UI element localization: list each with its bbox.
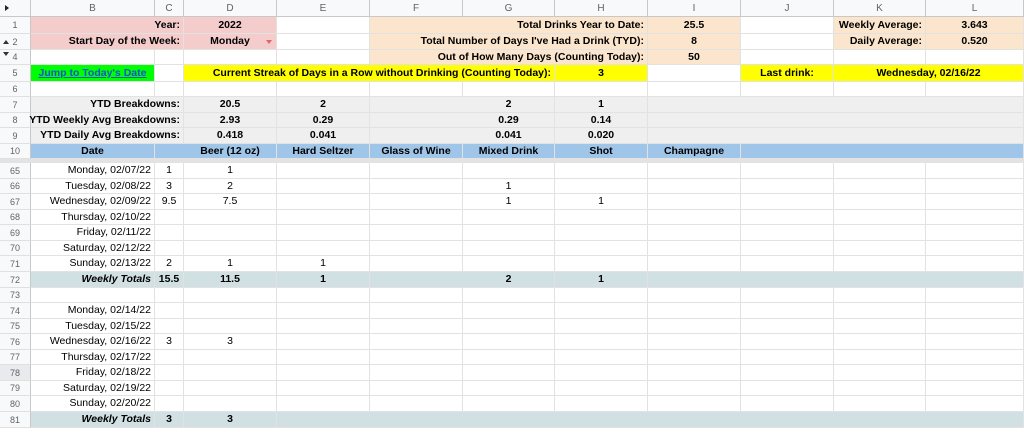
- cell-value-b68: Thursday, 02/10/22: [31, 210, 155, 225]
- cell-c74[interactable]: [155, 303, 184, 319]
- cell-e76[interactable]: [277, 334, 370, 350]
- cell-f75[interactable]: [370, 319, 463, 334]
- cell-f65[interactable]: [370, 163, 463, 179]
- cell-value-b8: YTD Weekly Avg Breakdowns:: [31, 113, 184, 128]
- column-header-f[interactable]: F: [370, 0, 463, 17]
- cell-k73[interactable]: [834, 288, 926, 303]
- cell-c75[interactable]: [155, 319, 184, 334]
- cell-i68[interactable]: [648, 210, 741, 225]
- cell-j80[interactable]: [741, 396, 834, 412]
- cell-k71[interactable]: [834, 256, 926, 272]
- cell-k76[interactable]: [834, 334, 926, 350]
- cell-e73[interactable]: [277, 288, 370, 303]
- cell-e79[interactable]: [277, 381, 370, 396]
- cell-g78[interactable]: [463, 365, 555, 381]
- column-header-h[interactable]: H: [555, 0, 648, 17]
- cell-f68[interactable]: [370, 210, 463, 225]
- cell-c73[interactable]: [155, 288, 184, 303]
- cell-h68[interactable]: [555, 210, 648, 225]
- cell-h70[interactable]: [555, 241, 648, 256]
- cell-g65[interactable]: [463, 163, 555, 179]
- cell-value-f2: Total Number of Days I've Had a Drink (TYD):: [370, 34, 648, 50]
- cell-f67[interactable]: [370, 194, 463, 210]
- cell-i76[interactable]: [648, 334, 741, 350]
- cell-value-h7: 1: [555, 97, 648, 113]
- cell-i70[interactable]: [648, 241, 741, 256]
- cell-value-e71: 1: [277, 256, 370, 272]
- cell-value-f10: Glass of Wine: [370, 144, 463, 159]
- cell-e2[interactable]: [277, 34, 370, 50]
- cell-l4[interactable]: [926, 50, 1024, 65]
- cell-d74[interactable]: [184, 303, 277, 319]
- cell-d77[interactable]: [184, 350, 277, 365]
- jump-to-today-link[interactable]: [31, 65, 155, 82]
- cell-value-b9: YTD Daily Avg Breakdowns:: [31, 128, 184, 144]
- cell-k79[interactable]: [834, 381, 926, 396]
- row-header-68[interactable]: 68: [0, 210, 31, 225]
- cell-value-b77: Thursday, 02/17/22: [31, 350, 155, 365]
- cell-value-d10: Beer (12 oz): [184, 144, 277, 159]
- row-header-78[interactable]: 78: [0, 365, 31, 381]
- cell-value-k2: Daily Average:: [834, 34, 926, 50]
- cell-j76[interactable]: [741, 334, 834, 350]
- column-header-j[interactable]: J: [741, 0, 834, 17]
- cell-c6[interactable]: [155, 82, 184, 97]
- cell-value-d7: 20.5: [184, 97, 277, 113]
- cell-h75[interactable]: [555, 319, 648, 334]
- cell-value-f1: Total Drinks Year to Date:: [370, 17, 648, 34]
- cell-i66[interactable]: [648, 179, 741, 194]
- cell-value-d81: 3: [184, 412, 277, 428]
- row-header-76[interactable]: 76: [0, 334, 31, 350]
- cell-value-e9: 0.041: [277, 128, 370, 144]
- cell-d70[interactable]: [184, 241, 277, 256]
- cell-j65[interactable]: [741, 163, 834, 179]
- cell-value-g67: 1: [463, 194, 555, 210]
- cell-f71[interactable]: [370, 256, 463, 272]
- start-day-dropdown[interactable]: Monday: [184, 34, 277, 50]
- cell-value-k5: Wednesday, 02/16/22: [834, 65, 1024, 82]
- row-header-65[interactable]: 65: [0, 163, 31, 179]
- cell-e77[interactable]: [277, 350, 370, 365]
- row-header-4[interactable]: 4: [0, 50, 31, 65]
- cell-j74[interactable]: [741, 303, 834, 319]
- row-header-79[interactable]: 79: [0, 381, 31, 396]
- row-header-81[interactable]: 81: [0, 412, 31, 428]
- cell-b73[interactable]: [31, 288, 155, 303]
- cell-e65[interactable]: [277, 163, 370, 179]
- cell-g73[interactable]: [463, 288, 555, 303]
- cell-k66[interactable]: [834, 179, 926, 194]
- cell-h66[interactable]: [555, 179, 648, 194]
- cell-value-e72: 1: [277, 272, 370, 288]
- cell-value-d9: 0.418: [184, 128, 277, 144]
- cell-c69[interactable]: [155, 225, 184, 241]
- corner-triangle-icon: [5, 5, 9, 11]
- cell-value-b66: Tuesday, 02/08/22: [31, 179, 155, 194]
- cell-value-e8: 0.29: [277, 113, 370, 128]
- cell-i79[interactable]: [648, 381, 741, 396]
- jump-link-text[interactable]: Jump to Today's Date: [38, 66, 147, 79]
- cell-value-b10: Date: [31, 144, 155, 159]
- cell-d80[interactable]: [184, 396, 277, 412]
- cell-e69[interactable]: [277, 225, 370, 241]
- cell-d78[interactable]: [184, 365, 277, 381]
- cell-value-d5: Current Streak of Days in a Row without Drinking (Counting Today):: [184, 65, 555, 82]
- cell-f79[interactable]: [370, 381, 463, 396]
- cell-l80[interactable]: [926, 396, 1024, 412]
- cell-value-h10: Shot: [555, 144, 648, 159]
- cell-e74[interactable]: [277, 303, 370, 319]
- cell-j71[interactable]: [741, 256, 834, 272]
- cell-value-g7: 2: [463, 97, 555, 113]
- expand-up-icon[interactable]: [3, 40, 9, 44]
- cell-value-d76: 3: [184, 334, 277, 350]
- cell-value-c67: 9.5: [155, 194, 184, 210]
- cell-l73[interactable]: [926, 288, 1024, 303]
- cell-j75[interactable]: [741, 319, 834, 334]
- row-header-66[interactable]: 66: [0, 179, 31, 194]
- cell-k6[interactable]: [834, 82, 926, 97]
- select-all-corner[interactable]: [0, 0, 31, 17]
- cell-d79[interactable]: [184, 381, 277, 396]
- cell-i73[interactable]: [648, 288, 741, 303]
- cell-value-b72: Weekly Totals: [31, 272, 155, 288]
- row-header-9[interactable]: 9: [0, 128, 31, 144]
- cell-f77[interactable]: [370, 350, 463, 365]
- cell-g79[interactable]: [463, 381, 555, 396]
- cell-l75[interactable]: [926, 319, 1024, 334]
- row-header-6[interactable]: 6: [0, 82, 31, 97]
- cell-l77[interactable]: [926, 350, 1024, 365]
- cell-value-c71: 2: [155, 256, 184, 272]
- cell-h77[interactable]: [555, 350, 648, 365]
- cell-value-l2: 0.520: [926, 34, 1024, 50]
- cell-d75[interactable]: [184, 319, 277, 334]
- cell-value-c72: 15.5: [155, 272, 184, 288]
- cell-j66[interactable]: [741, 179, 834, 194]
- cell-e1[interactable]: [277, 17, 370, 34]
- cell-value-j5: Last drink:: [741, 65, 834, 82]
- column-header-g[interactable]: G: [463, 0, 555, 17]
- row-header-67[interactable]: 67: [0, 194, 31, 210]
- cell-value-b70: Saturday, 02/12/22: [31, 241, 155, 256]
- cell-value-b74: Monday, 02/14/22: [31, 303, 155, 319]
- cell-i67[interactable]: [648, 194, 741, 210]
- cell-j6[interactable]: [741, 82, 834, 97]
- cell-d68[interactable]: [184, 210, 277, 225]
- row-header-77[interactable]: 77: [0, 350, 31, 365]
- row-header-72[interactable]: 72: [0, 272, 31, 288]
- cell-l74[interactable]: [926, 303, 1024, 319]
- row-header-74[interactable]: 74: [0, 303, 31, 319]
- row-header-80[interactable]: 80: [0, 396, 31, 412]
- cell-h69[interactable]: [555, 225, 648, 241]
- cell-f80[interactable]: [370, 396, 463, 412]
- cell-j77[interactable]: [741, 350, 834, 365]
- cell-value-c76: 3: [155, 334, 184, 350]
- cell-value-g66: 1: [463, 179, 555, 194]
- cell-e78[interactable]: [277, 365, 370, 381]
- cell-c78[interactable]: [155, 365, 184, 381]
- cell-e75[interactable]: [277, 319, 370, 334]
- cell-f76[interactable]: [370, 334, 463, 350]
- cell-value-d72: 11.5: [184, 272, 277, 288]
- cell-l70[interactable]: [926, 241, 1024, 256]
- cell-g75[interactable]: [463, 319, 555, 334]
- cell-l79[interactable]: [926, 381, 1024, 396]
- cell-i6[interactable]: [648, 82, 741, 97]
- cell-i75[interactable]: [648, 319, 741, 334]
- column-header-e[interactable]: E: [277, 0, 370, 17]
- cell-value-g72: 2: [463, 272, 555, 288]
- cell-value-c65: 1: [155, 163, 184, 179]
- cell-g76[interactable]: [463, 334, 555, 350]
- cell-value-h67: 1: [555, 194, 648, 210]
- cell-value-d67: 7.5: [184, 194, 277, 210]
- cell-l78[interactable]: [926, 365, 1024, 381]
- cell-f6[interactable]: [370, 82, 463, 97]
- cell-l6[interactable]: [926, 82, 1024, 97]
- cell-f73[interactable]: [370, 288, 463, 303]
- cell-k78[interactable]: [834, 365, 926, 381]
- cell-k65[interactable]: [834, 163, 926, 179]
- cell-j68[interactable]: [741, 210, 834, 225]
- cell-value-h5: 3: [555, 65, 648, 82]
- cell-value-b80: Sunday, 02/20/22: [31, 396, 155, 412]
- cell-d6[interactable]: [184, 82, 277, 97]
- cell-j70[interactable]: [741, 241, 834, 256]
- cell-value-b79: Saturday, 02/19/22: [31, 381, 155, 396]
- row-header-1[interactable]: 1: [0, 17, 31, 34]
- cell-b6[interactable]: [31, 82, 155, 97]
- cell-value-h72: 1: [555, 272, 648, 288]
- cell-e68[interactable]: [277, 210, 370, 225]
- cell-l68[interactable]: [926, 210, 1024, 225]
- cell-j73[interactable]: [741, 288, 834, 303]
- cell-g69[interactable]: [463, 225, 555, 241]
- cell-l69[interactable]: [926, 225, 1024, 241]
- column-header-c[interactable]: C: [155, 0, 184, 17]
- column-header-d[interactable]: D: [184, 0, 277, 17]
- cell-value-b65: Monday, 02/07/22: [31, 163, 155, 179]
- cell-value-b76: Wednesday, 02/16/22: [31, 334, 155, 350]
- cell-d69[interactable]: [184, 225, 277, 241]
- cell-c77[interactable]: [155, 350, 184, 365]
- column-header-l[interactable]: L: [926, 0, 1024, 17]
- cell-h73[interactable]: [555, 288, 648, 303]
- cell-value-b71: Sunday, 02/13/22: [31, 256, 155, 272]
- cell-i74[interactable]: [648, 303, 741, 319]
- cell-i80[interactable]: [648, 396, 741, 412]
- cell-e66[interactable]: [277, 179, 370, 194]
- cell-value-b7: YTD Breakdowns:: [31, 97, 184, 113]
- cell-l66[interactable]: [926, 179, 1024, 194]
- cell-value-i4: 50: [648, 50, 741, 65]
- row-header-7[interactable]: 7: [0, 97, 31, 113]
- cell-value-b78: Friday, 02/18/22: [31, 365, 155, 381]
- cell-k68[interactable]: [834, 210, 926, 225]
- cell-j69[interactable]: [741, 225, 834, 241]
- cell-value-d1: 2022: [184, 17, 277, 34]
- cell-h71[interactable]: [555, 256, 648, 272]
- cell-e80[interactable]: [277, 396, 370, 412]
- cell-value-c81: 3: [155, 412, 184, 428]
- row-header-70[interactable]: 70: [0, 241, 31, 256]
- cell-j2[interactable]: [741, 34, 834, 50]
- cell-e70[interactable]: [277, 241, 370, 256]
- cell-c68[interactable]: [155, 210, 184, 225]
- cell-i5[interactable]: [648, 65, 741, 82]
- cell-i77[interactable]: [648, 350, 741, 365]
- row-header-2[interactable]: 2: [0, 34, 31, 50]
- cell-f69[interactable]: [370, 225, 463, 241]
- cell-j79[interactable]: [741, 381, 834, 396]
- cell-d4[interactable]: [184, 50, 277, 65]
- row-header-8[interactable]: 8: [0, 113, 31, 128]
- row-header-10[interactable]: 10: [0, 144, 31, 159]
- cell-value-g8: 0.29: [463, 113, 555, 128]
- cell-b4[interactable]: [31, 50, 155, 65]
- cell-h76[interactable]: [555, 334, 648, 350]
- cell-g70[interactable]: [463, 241, 555, 256]
- cell-c4[interactable]: [155, 50, 184, 65]
- cell-h80[interactable]: [555, 396, 648, 412]
- collapse-down-icon[interactable]: [3, 52, 9, 56]
- cell-value-i1: 25.5: [648, 17, 741, 34]
- cell-c79[interactable]: [155, 381, 184, 396]
- row-header-5[interactable]: 5: [0, 65, 31, 82]
- cell-value-c66: 3: [155, 179, 184, 194]
- cell-l76[interactable]: [926, 334, 1024, 350]
- cell-g6[interactable]: [463, 82, 555, 97]
- cell-value-e7: 2: [277, 97, 370, 113]
- cell-c70[interactable]: [155, 241, 184, 256]
- cell-k75[interactable]: [834, 319, 926, 334]
- cell-k67[interactable]: [834, 194, 926, 210]
- cell-c80[interactable]: [155, 396, 184, 412]
- cell-e6[interactable]: [277, 82, 370, 97]
- cell-e4[interactable]: [277, 50, 370, 65]
- cell-value-i2: 8: [648, 34, 741, 50]
- column-header-k[interactable]: K: [834, 0, 926, 17]
- cell-j78[interactable]: [741, 365, 834, 381]
- dropdown-arrow-icon[interactable]: [266, 40, 272, 44]
- cell-h6[interactable]: [555, 82, 648, 97]
- cell-value-b1: Year:: [31, 17, 184, 34]
- row-header-75[interactable]: 75: [0, 319, 31, 334]
- cell-i71[interactable]: [648, 256, 741, 272]
- cell-k80[interactable]: [834, 396, 926, 412]
- row-header-71[interactable]: 71: [0, 256, 31, 272]
- cell-value-f4: Out of How Many Days (Counting Today):: [370, 50, 648, 65]
- row-header-73[interactable]: 73: [0, 288, 31, 303]
- cell-g74[interactable]: [463, 303, 555, 319]
- cell-value-h8: 0.14: [555, 113, 648, 128]
- cell-value-g10: Mixed Drink: [463, 144, 555, 159]
- cell-value-e10: Hard Seltzer: [277, 144, 370, 159]
- cell-f70[interactable]: [370, 241, 463, 256]
- cell-f78[interactable]: [370, 365, 463, 381]
- cell-value-d65: 1: [184, 163, 277, 179]
- cell-i65[interactable]: [648, 163, 741, 179]
- cell-l71[interactable]: [926, 256, 1024, 272]
- cell-g68[interactable]: [463, 210, 555, 225]
- cell-i69[interactable]: [648, 225, 741, 241]
- frozen-split-gap: [0, 159, 1024, 163]
- cell-value-b67: Wednesday, 02/09/22: [31, 194, 155, 210]
- cell-k4[interactable]: [834, 50, 926, 65]
- cell-g80[interactable]: [463, 396, 555, 412]
- cell-h74[interactable]: [555, 303, 648, 319]
- cell-k69[interactable]: [834, 225, 926, 241]
- cell-l65[interactable]: [926, 163, 1024, 179]
- cell-value-d66: 2: [184, 179, 277, 194]
- cell-c5[interactable]: [155, 65, 184, 82]
- cell-value-h9: 0.020: [555, 128, 648, 144]
- cell-d73[interactable]: [184, 288, 277, 303]
- cell-j1[interactable]: [741, 17, 834, 34]
- cell-value-b2: Start Day of the Week:: [31, 34, 184, 50]
- column-header-i[interactable]: I: [648, 0, 741, 17]
- cell-value-d8: 2.93: [184, 113, 277, 128]
- cell-h78[interactable]: [555, 365, 648, 381]
- cell-value-k1: Weekly Average:: [834, 17, 926, 34]
- cell-value-b81: Weekly Totals: [31, 412, 155, 428]
- cell-l67[interactable]: [926, 194, 1024, 210]
- cell-value-i10: Champagne: [648, 144, 741, 159]
- cell-k70[interactable]: [834, 241, 926, 256]
- cell-value-b75: Tuesday, 02/15/22: [31, 319, 155, 334]
- cell-j67[interactable]: [741, 194, 834, 210]
- cell-value-b69: Friday, 02/11/22: [31, 225, 155, 241]
- cell-h79[interactable]: [555, 381, 648, 396]
- cell-h65[interactable]: [555, 163, 648, 179]
- cell-j4[interactable]: [741, 50, 834, 65]
- cell-e67[interactable]: [277, 194, 370, 210]
- cell-f74[interactable]: [370, 303, 463, 319]
- row-header-69[interactable]: 69: [0, 225, 31, 241]
- cell-f66[interactable]: [370, 179, 463, 194]
- cell-g77[interactable]: [463, 350, 555, 365]
- cell-g71[interactable]: [463, 256, 555, 272]
- cell-i78[interactable]: [648, 365, 741, 381]
- cell-value-l1: 3.643: [926, 17, 1024, 34]
- cell-value-g9: 0.041: [463, 128, 555, 144]
- cell-value-d71: 1: [184, 256, 277, 272]
- cell-k74[interactable]: [834, 303, 926, 319]
- cell-k77[interactable]: [834, 350, 926, 365]
- column-header-b[interactable]: B: [31, 0, 155, 17]
